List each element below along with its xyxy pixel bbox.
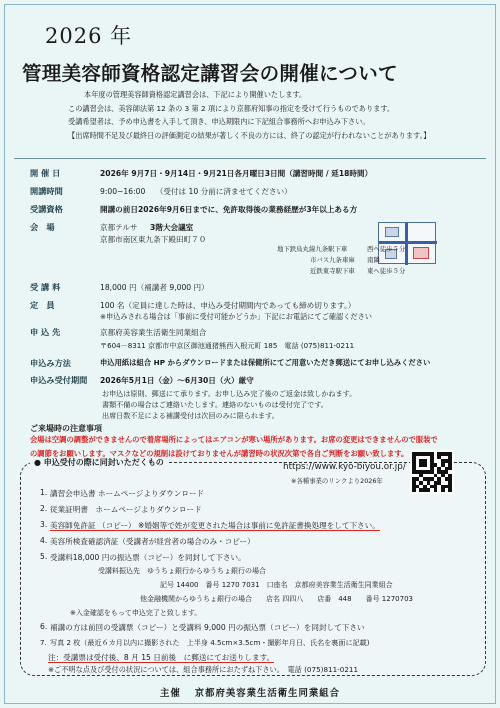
access-route [310,255,380,264]
checklist-item [40,520,380,531]
venue-name-row [100,222,193,233]
item-number: 4. [40,536,48,545]
time-range: 9:00~16:00 [100,187,146,196]
period-note: 出席日数不足による補講受付は次回のみに限られます。 [102,411,279,420]
organizer [0,685,500,699]
capacity-label: 定 員 [30,300,55,310]
period-value: 2026年5月1日（金）～6月30日（火）厳守 [100,376,254,385]
organizer-name: 京都府美容業生活衛生同業組合 [194,688,341,699]
period-label: 申込み受付期間 [30,375,88,385]
item-number: 3. [40,520,48,529]
fee-label: 受 講 料 [30,282,61,292]
access-route [277,244,406,253]
period-note: お申込は原則、郵送にて承ります。お申し込み完了後のご返金は致しかねます。 [102,389,357,398]
item-text: 美容師免許証 （コピー） ※婚姻等で姓が変更された場合は事前に免許証書換処理をして下さい。 [50,521,380,530]
venue-address: 京都市南区東九条下殿田町７０ [100,235,207,244]
checklist-item [40,504,202,515]
apply-to-label: 申 込 先 [30,327,61,337]
item-number: 1. [40,488,48,497]
method-value: 申込用紙は組合 HP からダウンロードまたは保健所にてご用意いただき郵送にてお申し込みください [100,358,431,367]
contact-note: ※ご不明な点及び受付の状況については、組合事務所におたずね下さい。 電話 (075)811-0211 [48,665,359,674]
item-text: 写真 2 枚（最近６カ月以内に撮影された 上半身 4.5cm×3.5cm・撮影年月日、氏名を裏面に記載) [50,638,370,647]
notice-line: 会場は空調の調整ができませんので着席場所によってはエアコンが寒い場所があります。お席の変更はできませんので服装で [30,435,438,444]
access-route-direction: 西へ徒歩５分 [367,245,406,253]
qualification-value: 開講の前日2026年9月6日までに、免許取得後の業務経歴が3年以上ある方 [100,205,358,214]
item-number: 7. [40,638,47,647]
period-note: 書類不備の場合はご連絡いたします。連絡のないものは受付完了です。 [102,400,328,409]
page-title: 管理美容師資格認定講習会の開催について [22,62,398,85]
checklist-item [40,552,246,563]
intro-line: 本年度の管理美容師資格認定講習会は、下記により開催いたします。 [84,90,307,99]
access-route-name: 地下鉄烏丸線九条駅下車 [277,245,348,253]
access-route-name: 市バス九条車庫 [310,256,355,264]
notice-heading: ご来場時の注意事項 [30,424,102,433]
transfer-note: ※入金確認をもって申込完了と致します。 [70,609,202,617]
method-label: 申込み方法 [30,358,71,368]
apply-to-org: 京都府美容業生活衛生同業組合 [100,328,207,337]
intro-text [68,88,488,142]
fee-value: 18,000 円（補講者 9,000 円） [100,283,209,292]
map-venue-marker [413,247,429,259]
organizer-label: 主催 [159,688,181,699]
checklist-item [40,536,255,547]
venue-name: 京都テルサ [100,223,138,232]
website-link[interactable]: https://www.kyo-biyou.or.jp/ [283,462,406,472]
qr-code-icon[interactable] [410,450,454,494]
checklist-item [40,488,205,499]
time-label: 開講時間 [30,186,63,196]
checklist-item [40,638,370,648]
intro-line: 受講希望者は、予め申込書を入手して頂き、申込期限内に下記組合事務所へお申込み下さい。 [68,117,370,126]
item-text: 従業証明書 ホームページよりダウンロード [50,505,202,514]
access-route-direction: 東へ徒歩５分 [367,267,406,275]
item-number: 5. [40,552,48,561]
notice-line: の調節をお願いします。マスクなどの規制は設けておりませんが講習時の状況次第で各自ご判断をお願い致します。 [30,448,409,458]
venue-room: 3階大会議室 [150,223,194,232]
venue-map [378,222,436,264]
deadline-note [48,652,274,663]
item-number: 6. [40,622,48,631]
time-value [100,186,292,197]
checklist-item [40,622,365,633]
bullet-icon: ● [34,458,44,467]
map-block [385,227,399,237]
dates-label: 開 催 日 [30,168,61,178]
divider [14,158,486,159]
capacity-value: 100 名（定員に達した時は、申込み受付期間内であっても締め切ります。） [100,301,356,310]
access-route [310,266,406,275]
item-text: 受講料18,000 円の振込票（コピー）を同封して下さい。 [50,553,246,562]
qr-module [448,488,452,492]
access-route-direction: 南隣 [367,256,380,264]
capacity-note: ※申込みされる場合は「事前に受付可能かどうか」下記にお電話にてご確認ください [100,312,372,321]
time-note: （受付は 10 分前に済ませてください） [155,187,292,196]
item-number: 2. [40,504,48,513]
website-note: ※各種事業のリンクより2026年 [291,477,383,485]
deadline-note-text: 注：受講票は受付後、8 月 15 日前後 に郵送にてお送りします。 [48,653,275,662]
map-road [405,223,408,265]
intro-line: 【出席時間不足及び最終日の評価測定の結果が著しく不良の方には、終了の認定が行われないことがあります。】 [68,130,431,140]
item-text: 補講の方は前回の受講票（コピー）と受講料 9,000 円の振込票（コピー）を同封して下さい [50,623,365,632]
access-route-name: 近鉄東寺駅下車 [310,267,355,275]
checklist-title [30,457,168,468]
intro-line: この講習会は、美容師法第 12 条の 3 第 2 項により京都府知事の指定を受けて行うものであります。 [68,103,395,113]
event-year: 2026 年 [45,24,133,48]
checklist-title-text: 申込受付の際に同封いただくもの [43,458,164,467]
venue-label: 会 場 [30,222,55,232]
qualification-label: 受講資格 [30,204,63,214]
apply-to-address: 〒604－8311 京都市中京区御池通猪熊西入根元町 185 電話 (075)811-0211 [100,341,355,350]
dates-value: 2026年 9月7日・9月14日・9月21日各月曜日3日間（講習時間 / 延18時間） [100,169,373,178]
item-text: 講習会申込書 ホームページよりダウンロード [50,489,205,498]
transfer-head: 受講料振込先 ゆうちょ銀行からゆうちょ銀行の場合 [98,567,266,575]
transfer-line: 記号 14400 番号 1270 7031 口座名 京都府美容業生活衛生同業組合 [160,581,393,589]
item-text: 美容所検査確認済証（受講者が経営者の場合のみ・コピー） [50,537,255,546]
transfer-line: 他金融機関からゆうちょ銀行の場合 店名 四四八 店番 448 番号 1270703 [140,595,413,603]
